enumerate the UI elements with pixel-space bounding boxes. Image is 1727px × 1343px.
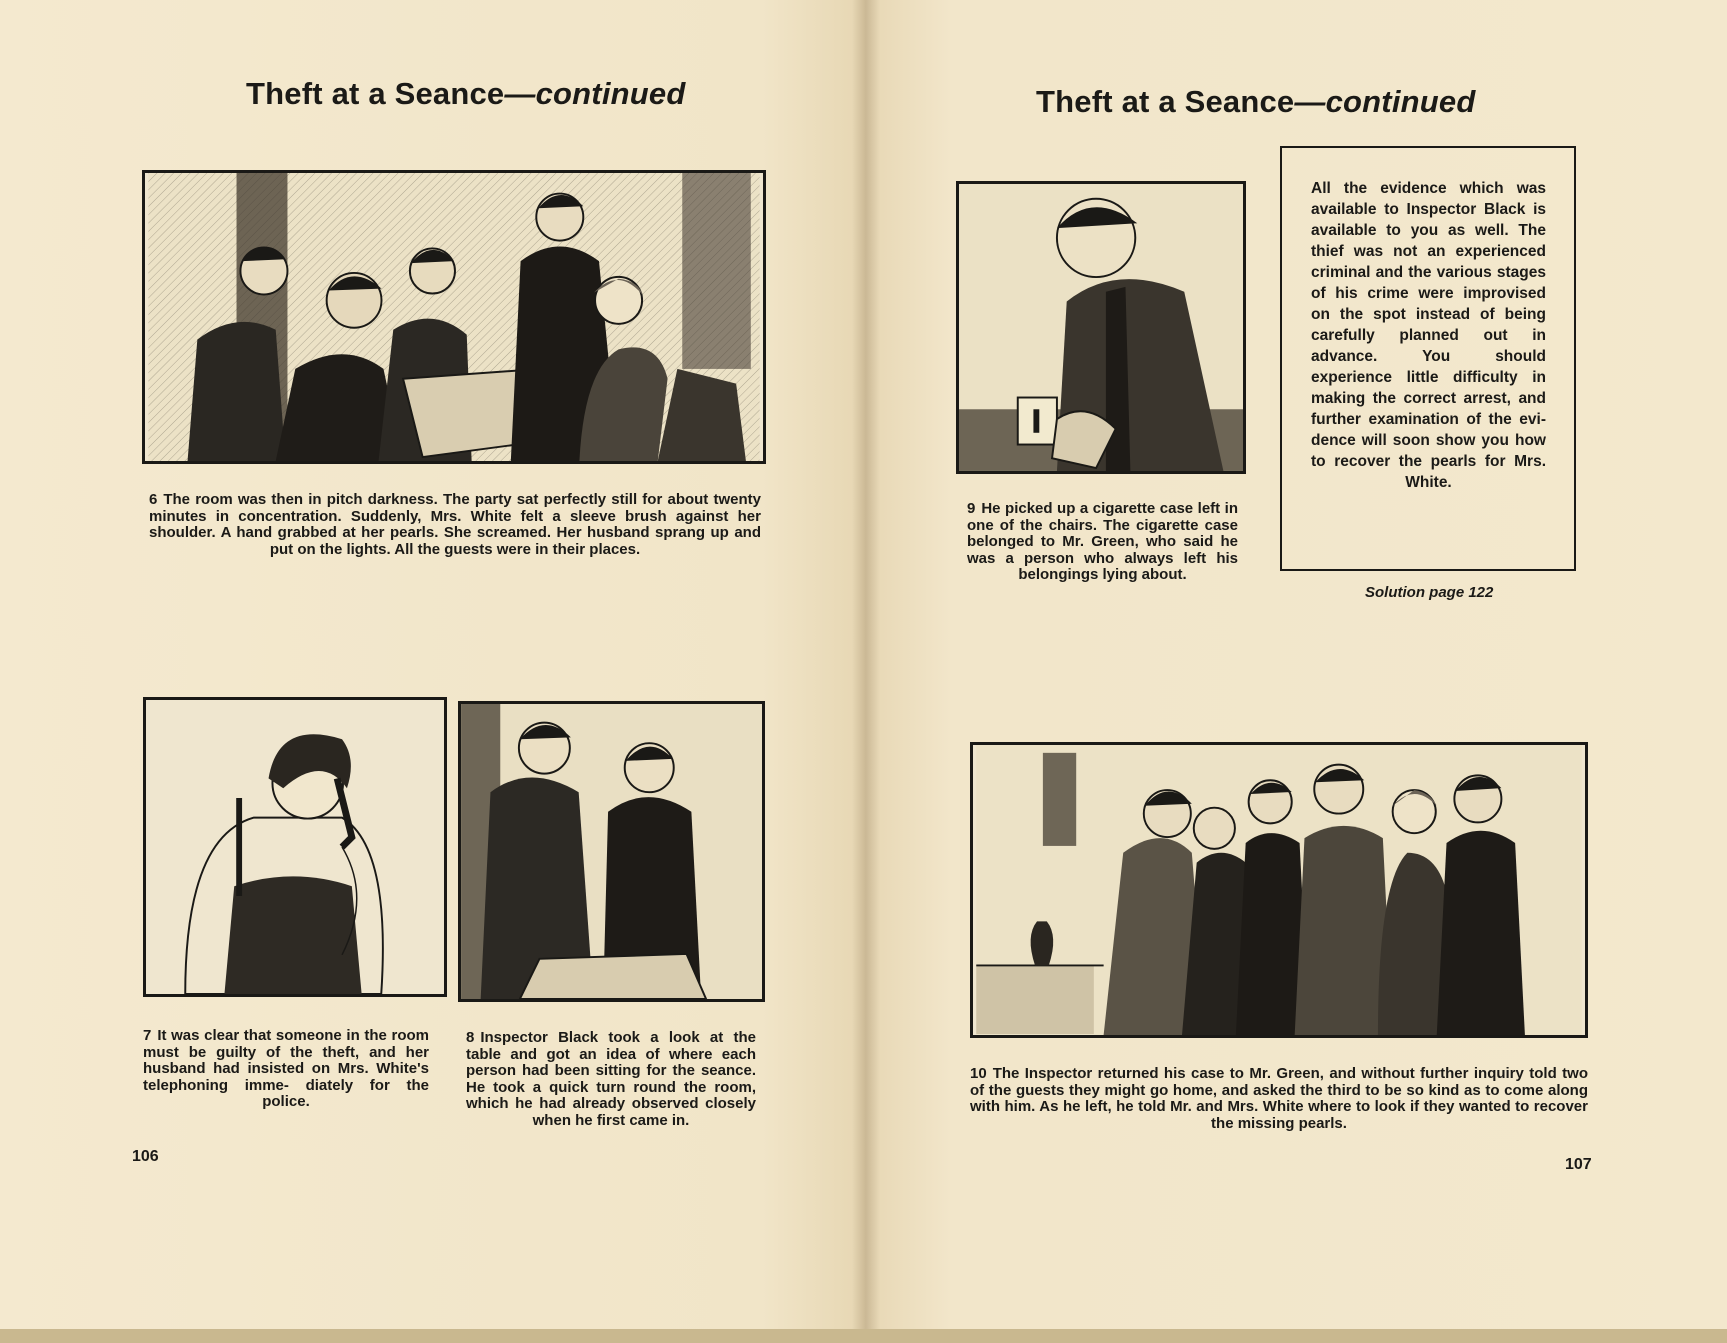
woman-telephoning-illustration: [146, 700, 444, 994]
caption-8-number: 8: [466, 1029, 475, 1046]
evidence-text: All the evidence which was available to Inspector Black is available to you as well. The thief was not an experienced criminal and the various stages of his crime were improvised on the spot instead of being carefully planned out in advance. You should experience little difficulty in making the correct arrest, and further examination of the evi- dence will soon show you how to recover the pearls for Mrs. White.: [1311, 180, 1546, 491]
caption-6-text: The room was then in pitch darkness. The party sat perfectly still for about twenty minutes in concentration. Suddenly, Mrs. White felt a sleeve brush against her shoulder. A hand grabbed at her pearls. She screamed. Her husband sprang up and put on the lights. All the guests were in their places.: [149, 491, 761, 558]
caption-8: [466, 1030, 756, 1129]
caption-6: [149, 492, 761, 558]
caption-9-text: He picked up a cigarette case left in one of the chairs. The cigarette case belonged to Mr. Green, who said he was a person who always left his belongings lying about.: [967, 500, 1238, 583]
left-title-main: Theft at a Seance: [246, 76, 505, 111]
caption-8-text: Inspector Black took a look at the table and got an idea of where each person had been sitting for the seance. He took a quick turn round the room, which he had already observed closely when he first came in.: [466, 1029, 756, 1129]
caption-7-text: It was clear that someone in the room must be guilty of the theft, and her husband had insisted on Mrs. White's telephoning imme- diately for the police.: [143, 1027, 429, 1110]
arrest-scene-illustration: [973, 745, 1585, 1035]
inspector-at-table-illustration: [461, 704, 762, 999]
seance-party-illustration: [145, 173, 763, 461]
left-page-title: [246, 76, 686, 112]
book-gutter: [852, 0, 880, 1343]
right-page-title: [1036, 84, 1476, 120]
illustration-panel-7: [143, 697, 447, 997]
caption-7: [143, 1028, 429, 1111]
right-page: [866, 0, 1727, 1343]
right-title-main: Theft at a Seance: [1036, 84, 1295, 119]
caption-6-number: 6: [149, 491, 158, 508]
illustration-panel-8: [458, 701, 765, 1002]
page-number-left: 106: [132, 1148, 159, 1165]
caption-10-number: 10: [970, 1065, 987, 1082]
right-title-continued: —continued: [1294, 84, 1476, 119]
solution-reference: Solution page 122: [1365, 584, 1494, 601]
caption-10-text: The Inspector returned his case to Mr. Green, and without further inquiry told two of the guests they might go home, and asked the third to be so kind as to come along with him. As he left, he told Mr. and Mrs. White where to look if they wanted to recover the missing pearls.: [970, 1065, 1588, 1132]
illustration-panel-10: [970, 742, 1588, 1038]
evidence-box: [1280, 146, 1576, 571]
page-number-right: 107: [1565, 1156, 1592, 1173]
illustration-panel-9: [956, 181, 1246, 474]
illustration-panel-6: [142, 170, 766, 464]
caption-7-number: 7: [143, 1027, 152, 1044]
left-title-continued: —continued: [504, 76, 686, 111]
page-bottom-edge: [0, 1329, 1727, 1343]
caption-9: [967, 501, 1238, 584]
caption-9-number: 9: [967, 500, 976, 517]
cigarette-case-illustration: [959, 184, 1243, 471]
caption-10: [970, 1066, 1588, 1132]
